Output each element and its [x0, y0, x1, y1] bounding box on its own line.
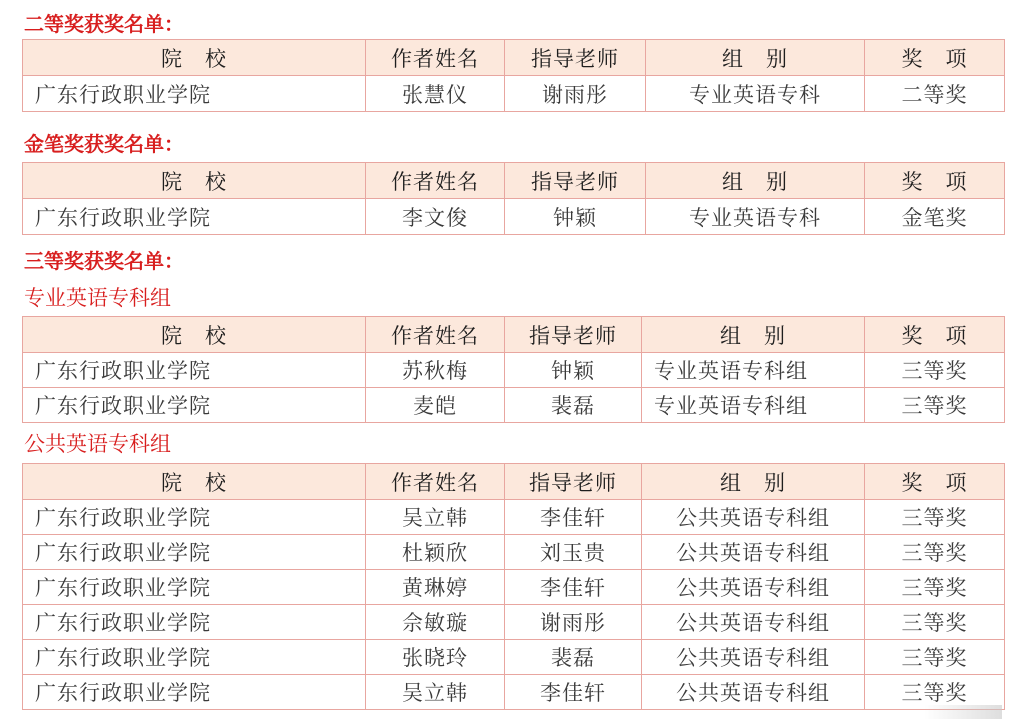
cell-author: 李文俊	[366, 199, 505, 235]
table-row	[23, 570, 1005, 605]
cell-teacher: 钟颖	[505, 353, 642, 388]
cell-group: 公共英语专科组	[642, 675, 865, 710]
watermark	[924, 705, 1002, 719]
cell-school: 广东行政职业学院	[23, 640, 366, 675]
third-prize-heading: 三等奖获奖名单：	[24, 249, 184, 273]
table-row	[23, 640, 1005, 675]
col-teacher: 指导老师	[505, 40, 646, 76]
col-group: 组 别	[646, 40, 865, 76]
cell-author: 佘敏璇	[366, 605, 505, 640]
cell-school: 广东行政职业学院	[23, 570, 366, 605]
cell-teacher: 钟颖	[505, 199, 646, 235]
cell-group: 专业英语专科组	[642, 353, 865, 388]
cell-school: 广东行政职业学院	[23, 353, 366, 388]
col-author: 作者姓名	[366, 40, 505, 76]
table-row	[23, 675, 1005, 710]
cell-author: 苏秋梅	[366, 353, 505, 388]
cell-school: 广东行政职业学院	[23, 535, 366, 570]
cell-teacher: 裴磊	[505, 388, 642, 423]
table-header-row	[23, 163, 1005, 199]
second-prize-table	[22, 39, 1005, 112]
cell-author: 张慧仪	[366, 76, 505, 112]
col-school: 院 校	[23, 40, 366, 76]
col-award: 奖 项	[865, 40, 1005, 76]
cell-group: 公共英语专科组	[642, 535, 865, 570]
table-row	[23, 388, 1005, 423]
cell-school: 广东行政职业学院	[23, 675, 366, 710]
col-school: 院 校	[23, 464, 366, 500]
cell-school: 广东行政职业学院	[23, 76, 366, 112]
professional-group-table	[22, 316, 1005, 423]
cell-school: 广东行政职业学院	[23, 199, 366, 235]
cell-teacher: 谢雨彤	[505, 76, 646, 112]
col-school: 院 校	[23, 317, 366, 353]
cell-teacher: 裴磊	[505, 640, 642, 675]
cell-school: 广东行政职业学院	[23, 500, 366, 535]
cell-group: 公共英语专科组	[642, 570, 865, 605]
cell-award: 三等奖	[865, 500, 1005, 535]
col-group: 组 别	[642, 317, 865, 353]
public-group-heading: 公共英语专科组	[24, 432, 171, 456]
col-award: 奖 项	[865, 464, 1005, 500]
cell-group: 公共英语专科组	[642, 605, 865, 640]
cell-teacher: 李佳轩	[505, 500, 642, 535]
col-teacher: 指导老师	[505, 163, 646, 199]
cell-award: 三等奖	[865, 388, 1005, 423]
col-award: 奖 项	[865, 317, 1005, 353]
cell-award: 三等奖	[865, 353, 1005, 388]
table-row	[23, 76, 1005, 112]
cell-school: 广东行政职业学院	[23, 605, 366, 640]
public-group-table	[22, 463, 1005, 710]
cell-group: 公共英语专科组	[642, 500, 865, 535]
cell-teacher: 李佳轩	[505, 675, 642, 710]
golden-pen-heading: 金笔奖获奖名单：	[24, 132, 184, 156]
cell-author: 黄琳婷	[366, 570, 505, 605]
cell-award: 三等奖	[865, 535, 1005, 570]
cell-author: 吴立韩	[366, 675, 505, 710]
table-row	[23, 605, 1005, 640]
cell-award: 三等奖	[865, 640, 1005, 675]
professional-group-heading: 专业英语专科组	[24, 286, 171, 310]
golden-pen-table	[22, 162, 1005, 235]
col-award: 奖 项	[865, 163, 1005, 199]
table-row	[23, 199, 1005, 235]
col-group: 组 别	[642, 464, 865, 500]
col-author: 作者姓名	[366, 464, 505, 500]
table-header-row	[23, 464, 1005, 500]
cell-author: 张晓玲	[366, 640, 505, 675]
cell-award: 金笔奖	[865, 199, 1005, 235]
table-row	[23, 535, 1005, 570]
cell-award: 三等奖	[865, 570, 1005, 605]
cell-teacher: 谢雨彤	[505, 605, 642, 640]
col-author: 作者姓名	[366, 163, 505, 199]
cell-group: 专业英语专科	[646, 76, 865, 112]
col-teacher: 指导老师	[505, 464, 642, 500]
second-prize-heading: 二等奖获奖名单：	[24, 12, 184, 36]
col-group: 组 别	[646, 163, 865, 199]
col-author: 作者姓名	[366, 317, 505, 353]
cell-group: 专业英语专科	[646, 199, 865, 235]
cell-award: 三等奖	[865, 675, 1005, 710]
cell-teacher: 刘玉贵	[505, 535, 642, 570]
cell-group: 公共英语专科组	[642, 640, 865, 675]
table-row	[23, 353, 1005, 388]
col-teacher: 指导老师	[505, 317, 642, 353]
col-school: 院 校	[23, 163, 366, 199]
cell-author: 麦皑	[366, 388, 505, 423]
cell-author: 杜颖欣	[366, 535, 505, 570]
cell-author: 吴立韩	[366, 500, 505, 535]
table-header-row	[23, 317, 1005, 353]
cell-school: 广东行政职业学院	[23, 388, 366, 423]
cell-award: 三等奖	[865, 605, 1005, 640]
cell-award: 二等奖	[865, 76, 1005, 112]
cell-group: 专业英语专科组	[642, 388, 865, 423]
table-row	[23, 500, 1005, 535]
cell-teacher: 李佳轩	[505, 570, 642, 605]
table-header-row	[23, 40, 1005, 76]
